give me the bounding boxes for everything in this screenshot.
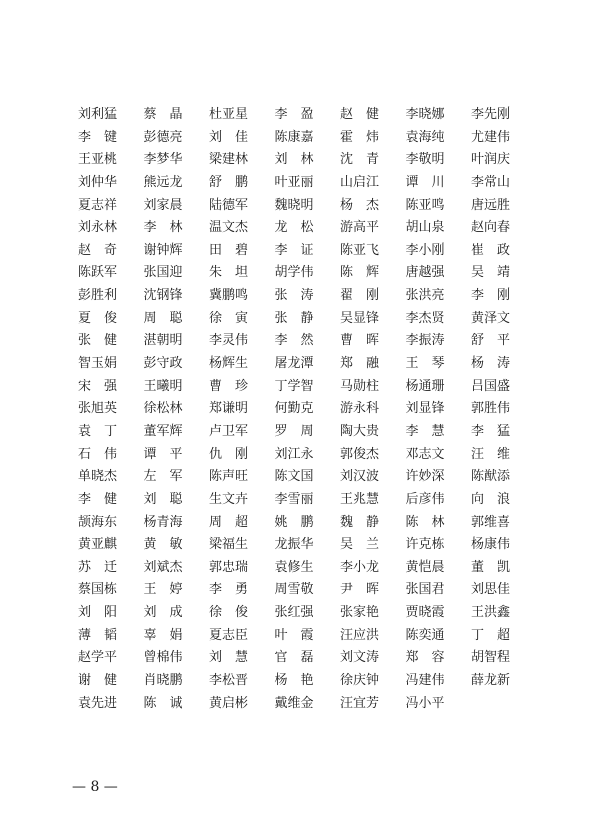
name-entry: 冯建伟 [405, 673, 445, 689]
name-entry: 赵学平 [78, 650, 118, 666]
name-entry: 戴维金 [274, 695, 314, 711]
name-entry: 李先刚 [471, 107, 511, 122]
name-entry: 罗 周 [274, 423, 314, 439]
name-entry: 周雪敬 [274, 582, 314, 598]
name-entry: 李晓娜 [405, 107, 445, 122]
name-entry: 吴 靖 [471, 265, 511, 281]
name-entry: 冀鹏鸣 [209, 288, 249, 304]
name-entry: 李 慧 [405, 423, 445, 439]
name-entry: 徐 寅 [209, 310, 249, 326]
name-entry: 后彦伟 [405, 491, 445, 507]
name-entry: 曹 珍 [209, 378, 249, 394]
name-entry: 霍 炜 [340, 129, 380, 145]
name-entry: 董军辉 [143, 423, 183, 439]
name-entry: 向 浪 [471, 491, 511, 507]
name-entry: 刘文涛 [340, 650, 380, 666]
name-entry: 智玉娟 [78, 356, 118, 372]
name-entry: 赵向春 [471, 220, 511, 236]
name-entry: 李 勇 [209, 582, 249, 598]
name-entry: 游永科 [340, 401, 380, 417]
name-entry: 李振涛 [405, 333, 445, 349]
name-entry: 贾晓霞 [405, 605, 445, 621]
name-entry: 杨通珊 [405, 378, 445, 394]
name-entry: 李 林 [143, 220, 183, 236]
name-entry: 李杰贤 [405, 310, 445, 326]
name-entry: 朱 坦 [209, 265, 249, 281]
name-entry: 汪 维 [471, 446, 511, 462]
name-entry: 张洪亮 [405, 288, 445, 304]
name-entry: 魏晓明 [274, 197, 314, 213]
name-entry: 郭俊杰 [340, 446, 380, 462]
name-entry: 陈奕通 [405, 627, 445, 643]
name-entry: 张家艳 [340, 605, 380, 621]
name-entry: 周 聪 [143, 310, 183, 326]
name-entry: 刘汉波 [340, 469, 380, 485]
name-entry: 湛朝明 [143, 333, 183, 349]
name-entry: 张红强 [274, 605, 314, 621]
name-entry: 陈亚鸣 [405, 197, 445, 213]
name-entry: 刘斌杰 [143, 559, 183, 575]
name-entry: 翟 刚 [340, 288, 380, 304]
name-entry: 杨 涛 [471, 356, 511, 372]
name-entry: 胡学伟 [274, 265, 314, 281]
name-entry: 李梦华 [143, 152, 183, 168]
name-entry: 游高平 [340, 220, 380, 236]
name-entry: 徐庆钟 [340, 673, 380, 689]
name-entry: 李小刚 [405, 242, 445, 258]
name-entry: 张国迎 [143, 265, 183, 281]
name-entry: 杨 艳 [274, 673, 314, 689]
name-entry: 徐松林 [143, 401, 183, 417]
name-entry: 叶亚丽 [274, 174, 314, 190]
name-entry: 丁学智 [274, 378, 314, 394]
name-entry: 刘 慧 [209, 650, 249, 666]
name-entry: 尤建伟 [471, 129, 511, 145]
name-entry: 吴 兰 [340, 537, 380, 553]
name-entry: 何勤克 [274, 401, 314, 417]
name-entry: 汪宜芳 [340, 695, 380, 711]
name-entry: 陈 辉 [340, 265, 380, 281]
name-entry: 颉海东 [78, 514, 118, 530]
name-entry: 生文卉 [209, 491, 249, 507]
name-entry: 黄亚麒 [78, 537, 118, 553]
name-entry: 杨青海 [143, 514, 183, 530]
name-entry: 官 磊 [274, 650, 314, 666]
name-entry: 刘利猛 [78, 107, 118, 122]
name-entry: 黄启彬 [209, 695, 249, 711]
name-entry: 陆德军 [209, 197, 249, 213]
name-entry: 陈 诚 [143, 695, 183, 711]
name-entry: 魏 静 [340, 514, 380, 530]
name-entry: 刘家晨 [143, 197, 183, 213]
name-entry: 周 超 [209, 514, 249, 530]
name-entry: 李常山 [471, 174, 511, 190]
name-entry: 张 涛 [274, 288, 314, 304]
name-entry: 刘江永 [274, 446, 314, 462]
name-entry: 沈钢锋 [143, 288, 183, 304]
name-entry: 夏志祥 [78, 197, 118, 213]
name-entry: 沈 青 [340, 152, 380, 168]
name-entry: 陶大贵 [340, 423, 380, 439]
name-entry: 张 静 [274, 310, 314, 326]
name-entry: 彭德亮 [143, 129, 183, 145]
name-entry: 谢 健 [78, 673, 118, 689]
name-entry: 李 健 [78, 491, 118, 507]
name-entry: 苏 迁 [78, 559, 118, 575]
name-entry: 曾棉伟 [143, 650, 183, 666]
name-entry: 赵 奇 [78, 242, 118, 258]
name-entry: 吕国盛 [471, 378, 511, 394]
name-entry: 李 然 [274, 333, 314, 349]
name-entry: 熊远龙 [143, 174, 183, 190]
name-entry: 邓志文 [405, 446, 445, 462]
name-entry: 杨辉生 [209, 356, 249, 372]
name-entry: 谭 平 [143, 446, 183, 462]
name-entry: 王兆慧 [340, 491, 380, 507]
name-entry: 左 军 [143, 469, 183, 485]
name-entry: 谢钟辉 [143, 242, 183, 258]
name-entry: 杜亚星 [209, 107, 249, 122]
name-entry: 李小龙 [340, 559, 380, 575]
name-entry: 李灵伟 [209, 333, 249, 349]
name-entry: 叶润庆 [471, 152, 511, 168]
name-entry: 丁 超 [471, 627, 511, 643]
name-entry: 石 伟 [78, 446, 118, 462]
name-entry: 李 猛 [471, 423, 511, 439]
name-entry: 胡智程 [471, 650, 511, 666]
name-entry: 唐越强 [405, 265, 445, 281]
name-entry: 陈声旺 [209, 469, 249, 485]
name-entry: 李 盈 [274, 107, 314, 122]
name-entry: 刘永林 [78, 220, 118, 236]
name-entry: 宋 强 [78, 378, 118, 394]
name-entry: 薛龙新 [471, 673, 511, 689]
name-entry: 刘 佳 [209, 129, 249, 145]
name-entry: 肖晓鹏 [143, 673, 183, 689]
name-entry: 蔡 晶 [143, 107, 183, 122]
name-entry: 刘 聪 [143, 491, 183, 507]
name-entry: 刘思佳 [471, 582, 511, 598]
name-entry: 彭胜利 [78, 288, 118, 304]
name-entry: 夏志臣 [209, 627, 249, 643]
name-entry: 梁建林 [209, 152, 249, 168]
name-entry: 徐 俊 [209, 605, 249, 621]
name-entry: 刘 林 [274, 152, 314, 168]
name-entry: 刘仲华 [78, 174, 118, 190]
name-entry: 袁先进 [78, 695, 118, 711]
name-entry: 谭 川 [405, 174, 445, 190]
name-entry: 唐远胜 [471, 197, 511, 213]
name-entry: 陈跃军 [78, 265, 118, 281]
name-entry: 屠龙潭 [274, 356, 314, 372]
name-entry: 陈文国 [274, 469, 314, 485]
name-entry: 袁海纯 [405, 129, 445, 145]
name-entry: 龙 松 [274, 220, 314, 236]
name-entry: 杨 杰 [340, 197, 380, 213]
name-entry: 刘 成 [143, 605, 183, 621]
name-entry: 郭忠瑞 [209, 559, 249, 575]
name-entry: 袁 丁 [78, 423, 118, 439]
name-entry: 尹 晖 [340, 582, 380, 598]
name-entry: 王洪鑫 [471, 605, 511, 621]
name-entry: 张 健 [78, 333, 118, 349]
name-entry: 舒 平 [471, 333, 511, 349]
name-entry: 马勋柱 [340, 378, 380, 394]
name-entry: 黄 敏 [143, 537, 183, 553]
name-entry: 龙振华 [274, 537, 314, 553]
name-entry: 李 证 [274, 242, 314, 258]
name-entry: 梁福生 [209, 537, 249, 553]
name-entry: 黄恺晨 [405, 559, 445, 575]
name-entry: 卢卫军 [209, 423, 249, 439]
name-entry: 夏 俊 [78, 310, 118, 326]
name-entry: 田 碧 [209, 242, 249, 258]
name-entry: 郑 融 [340, 356, 380, 372]
name-entry: 山启江 [340, 174, 380, 190]
name-entry: 王曦明 [143, 378, 183, 394]
name-entry: 刘 阳 [78, 605, 118, 621]
name-entry: 董 凯 [471, 559, 511, 575]
name-entry: 赵 健 [340, 107, 380, 122]
name-entry: 郑 容 [405, 650, 445, 666]
name-entry: 郭维喜 [471, 514, 511, 530]
name-entry: 李 键 [78, 129, 118, 145]
name-entry: 单晓杰 [78, 469, 118, 485]
name-entry: 王亚桃 [78, 152, 118, 168]
name-list [78, 104, 518, 715]
name-entry: 吴显锋 [340, 310, 380, 326]
name-entry: 张国君 [405, 582, 445, 598]
name-entry: 黄泽文 [471, 310, 511, 326]
name-entry: 崔 政 [471, 242, 511, 258]
name-entry: 袁修生 [274, 559, 314, 575]
name-entry: 薄 韬 [78, 627, 118, 643]
name-entry: 胡山泉 [405, 220, 445, 236]
name-entry: 姚 鹏 [274, 514, 314, 530]
name-entry: 舒 鹏 [209, 174, 249, 190]
name-entry: 张旭英 [78, 401, 118, 417]
name-entry: 李雪丽 [274, 491, 314, 507]
name-entry: 叶 霞 [274, 627, 314, 643]
name-entry: 彭守政 [143, 356, 183, 372]
name-entry: 李敬明 [405, 152, 445, 168]
name-entry: 郑谦明 [209, 401, 249, 417]
name-entry: 王 婷 [143, 582, 183, 598]
name-entry: 汪应洪 [340, 627, 380, 643]
name-entry: 李松晋 [209, 673, 249, 689]
name-entry: 仇 刚 [209, 446, 249, 462]
name-entry: 陈 林 [405, 514, 445, 530]
name-entry: 曹 晖 [340, 333, 380, 349]
name-entry: 陈康嘉 [274, 129, 314, 145]
page-number: — 8 — [72, 779, 118, 795]
name-entry: 冯小平 [405, 695, 445, 711]
name-entry: 许克栋 [405, 537, 445, 553]
name-entry: 郭胜伟 [471, 401, 511, 417]
name-entry: 许妙深 [405, 469, 445, 485]
name-entry: 刘显锋 [405, 401, 445, 417]
name-entry: 辜 娟 [143, 627, 183, 643]
name-entry: 温文杰 [209, 220, 249, 236]
name-entry: 蔡国栋 [78, 582, 118, 598]
name-entry: 杨康伟 [471, 537, 511, 553]
name-entry: 陈亚飞 [340, 242, 380, 258]
name-entry: 王 琴 [405, 356, 445, 372]
name-entry: 李 刚 [471, 288, 511, 304]
name-entry: 陈猷添 [471, 469, 511, 485]
